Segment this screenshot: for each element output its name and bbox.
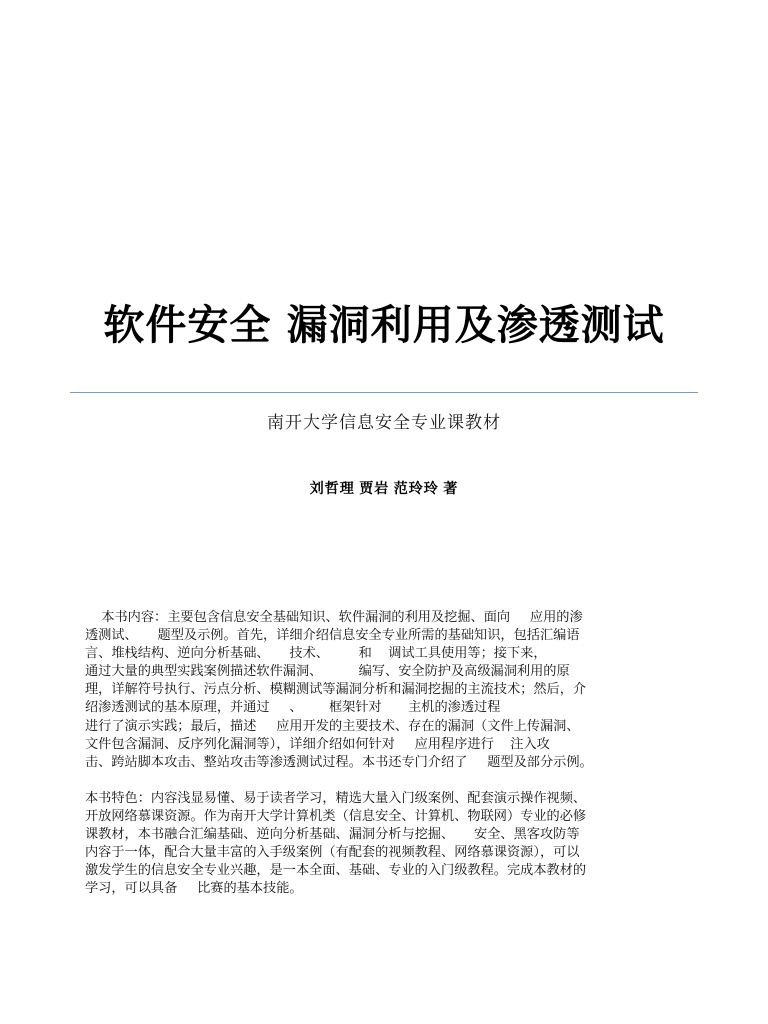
text-line: 透测试、 题型及示例。首先，详细介绍信息安全专业所需的基础知识，包括汇编语 — [85, 627, 580, 643]
page-title: 软件安全 漏洞利用及渗透测试 — [103, 301, 665, 349]
author-line: 刘哲理 贾岩 范玲玲 著 — [309, 482, 459, 497]
body-text-block — [85, 608, 685, 897]
text-line: 言、堆栈结构、逆向分析基础、 技术、 和 调试工具使用等；接下来， — [85, 645, 547, 661]
text-line: 理，详解符号执行、污点分析、模糊测试等漏洞分析和漏洞挖掘的主流技术；然后，介 — [85, 681, 587, 697]
text-line: 内容于一体，配合大量丰富的入手级案例（有配套的视频教程、网络慕课资源），可以 — [85, 844, 580, 860]
title-block — [0, 300, 768, 497]
text-line: 课教材，本书融合汇编基础、逆向分析基础、漏洞分析与挖掘、 安全、黑客攻防等 — [85, 826, 580, 842]
text-line: 本书内容：主要包含信息安全基础知识、软件漏洞的利用及挖掘、面向 应用的渗 — [98, 609, 583, 624]
text-line: 开放网络慕课资源。作为南开大学计算机类（信息安全、计算机、物联网）专业的必修 — [85, 807, 587, 823]
paragraph-content-description — [85, 608, 685, 771]
text-line: 学习，可以具备 比赛的基本技能。 — [85, 880, 303, 896]
text-line: 击、跨站脚本攻击、整站攻击等渗透测试过程。本书还专门介绍了 题型及部分示例。 — [85, 753, 593, 769]
text-line: 文件包含漏洞、反序列化漏洞等），详细介绍如何针对 应用程序进行 注入攻 — [85, 735, 550, 751]
text-line: 绍渗透测试的基本原理，并通过 、 框架针对 主机的渗透过程 — [85, 699, 501, 715]
text-line: 通过大量的典型实践案例描述软件漏洞、 编写、安全防护及高级漏洞利用的原 — [85, 663, 570, 679]
text-line: 本书特色：内容浅显易懂、易于读者学习，精选大量入门级案例、配套演示操作视频、 — [85, 789, 587, 805]
paragraph-features-description — [85, 789, 685, 898]
text-line: 进行了演示实践；最后，描述 应用开发的主要技术、存在的漏洞（文件上传漏洞、 — [85, 717, 580, 733]
title-divider-rule — [70, 392, 698, 393]
text-line: 激发学生的信息安全专业兴趣，是一本全面、基础、专业的入门级教程。完成本教材的 — [85, 862, 587, 878]
subtitle: 南开大学信息安全专业课教材 — [267, 413, 501, 432]
